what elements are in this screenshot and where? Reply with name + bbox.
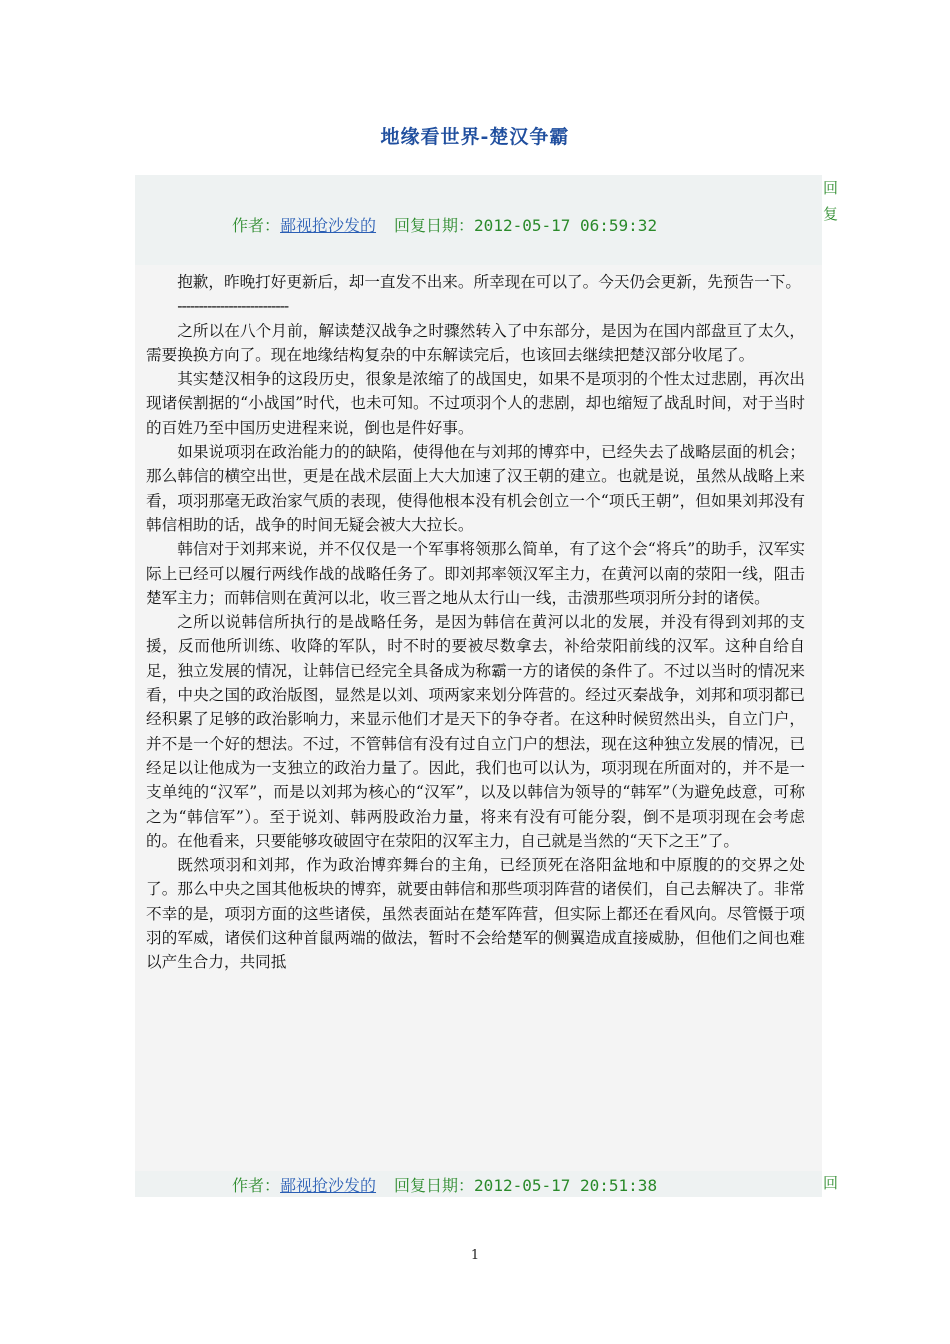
author-link[interactable]: 鄙视抢沙发的 — [280, 1176, 377, 1195]
post-meta — [232, 1173, 657, 1196]
separator-line: -------------------------- — [177, 297, 289, 316]
paragraph: 之所以在八个月前，解读楚汉战争之时骤然转入了中东部分，是因为在国内部盘亘了太久，需要换换方向了。现在地缘结构复杂的中东解读完后，也该回去继续把楚汉部分收尾了。 — [146, 321, 805, 364]
paragraph: 既然项羽和刘邦，作为政治博弈舞台的主角，已经顶死在洛阳盆地和中原腹的的交界之处了。那么中央之国其他板块的博弈，就要由韩信和那些项羽阵营的诸侯们，自己去解决了。非常不幸的是，项羽方面的这些诸侯，虽然表面站在楚军阵营，但实际上都还在看风向。尽管慑于项羽的军威，诸侯们这种首鼠两端的做法，暂时不会给楚军的侧翼造成直接威胁，但他们之间也难以产生合力，共同抵 — [146, 856, 805, 972]
reply-date-value: 2012-05-17 06:59:32 — [474, 216, 658, 235]
post-content — [146, 270, 805, 975]
reply-button[interactable]: 回复 — [823, 179, 839, 223]
paragraph: 韩信对于刘邦来说，并不仅仅是一个军事将领那么简单，有了这个会“将兵”的助手，汉军实际上已经可以履行两线作战的战略任务了。即刘邦率领汉军主力，在黄河以南的荥阳一线，阻击楚军主力；而韩信则在黄河以北，收三晋之地从太行山一线，击溃那些项羽所分封的诸侯。 — [146, 540, 805, 607]
paragraph: 其实楚汉相争的这段历史，很象是浓缩了的战国史，如果不是项羽的个性太过悲剧，再次出现诸侯割据的“小战国”时代，也未可知。不过项羽个人的悲剧，却也缩短了战乱时间，对于当时的百姓乃至中国历史进程来说，倒也是件好事。 — [146, 370, 805, 437]
author-label: 作者： — [232, 216, 281, 235]
reply-date-value: 2012-05-17 20:51:38 — [474, 1176, 658, 1195]
author-label: 作者： — [232, 1176, 281, 1195]
reply-date-label: 回复日期： — [394, 1176, 475, 1195]
author-link[interactable]: 鄙视抢沙发的 — [280, 216, 377, 235]
page-number: 1 — [470, 1248, 480, 1263]
paragraph: 之所以说韩信所执行的是战略任务，是因为韩信在黄河以北的发展，并没有得到刘邦的支援，反而他所训练、收降的军队，时不时的要被尽数拿去，补给荥阳前线的汉军。这种自给自足，独立发展的情况，让韩信已经完全具备成为称霸一方的诸侯的条件了。不过以当时的情况来看，中央之国的政治版图，显然是以刘、项两家来划分阵营的。经过灭秦战争，刘邦和项羽都已经积累了足够的政治影响力，来显示他们才是天下的争夺者。在这种时候贸然出头，自立门户，并不是一个好的想法。不过，不管韩信有没有过自立门户的想法，现在这种独立发展的情况，已经足以让他成为一支独立的政治力量了。因此，我们也可以认为，项羽现在所面对的，并不是一支单纯的“汉军”，而是以刘邦为核心的“汉军”，以及以韩信为领导的“韩军”（为避免歧意，可称之为“韩信军”）。至于说刘、韩两股政治力量，将来有没有可能分裂，倒不是项羽现在会考虑的。在他看来，只要能够攻破固守在荥阳的汉军主力，自己就是当然的“天下之王”了。 — [146, 613, 805, 850]
reply-date-label: 回复日期： — [394, 216, 475, 235]
reply-button[interactable]: 回 — [823, 1174, 839, 1192]
paragraph: 抱歉，昨晚打好更新后，却一直发不出来。所幸现在可以了。今天仍会更新，先预告一下。 — [177, 273, 801, 291]
paragraph: 如果说项羽在政治能力的的缺陷，使得他在与刘邦的博弈中，已经失去了战略层面的机会；那么韩信的横空出世，更是在战术层面上大大加速了汉王朝的建立。也就是说，虽然从战略上来看，项羽那毫无政治家气质的表现，使得他根本没有机会创立一个“项氏王朝”，但如果刘邦没有韩信相助的话，战争的时间无疑会被大大拉长。 — [146, 443, 805, 534]
page-title: 地缘看世界-楚汉争霸 — [380, 126, 570, 148]
post-meta — [232, 213, 657, 236]
